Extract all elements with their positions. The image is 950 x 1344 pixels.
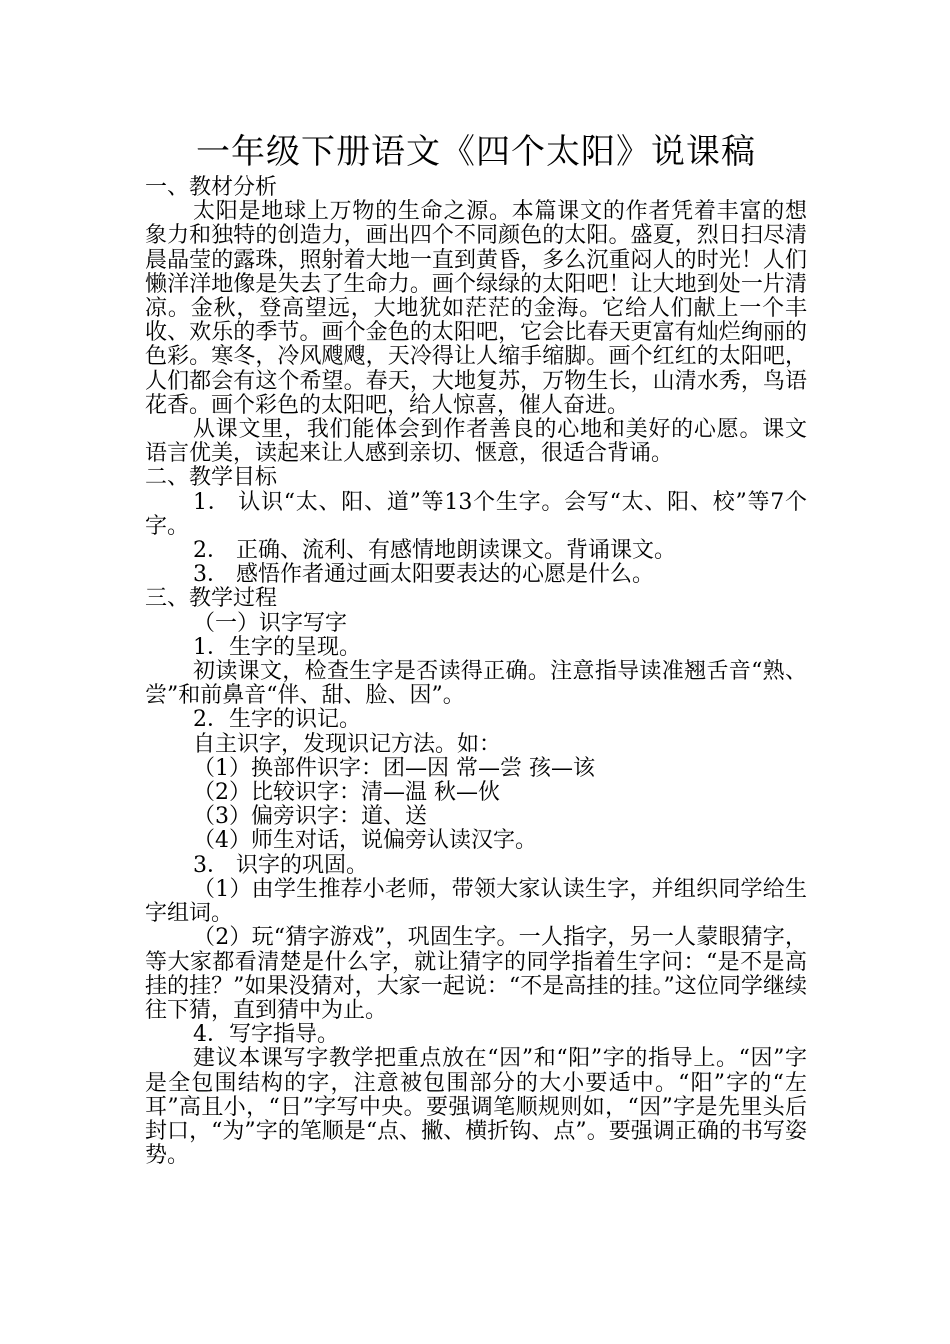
document-page <box>145 130 807 1168</box>
teaching-goal-2: 2． 正确、流利、有感情地朗读课文。背诵课文。 <box>193 538 676 564</box>
consolidation-1: （1）由学生推荐小老师，带领大家认读生字，并组织同学给生字组词。 <box>145 876 807 927</box>
method-2: （2）比较识字：清—温 秋—伙 <box>193 780 500 806</box>
method-4: （4）师生对话，说偏旁认读汉字。 <box>193 828 537 854</box>
method-1: （1）换部件识字：团—因 常—尝 孩—该 <box>193 755 595 781</box>
subsection-literacy-writing: （一）识字写字 <box>193 610 348 636</box>
step-1-text: 初读课文，检查生字是否读得正确。注意指导读准翘舌音“熟、尝”和前鼻音“伴、甜、脸、因”。 <box>145 659 807 709</box>
section-heading-teaching-goals: 二、教学目标 <box>145 465 278 491</box>
step-4-text: 建议本课写字教学把重点放在“因”和“阳”字的指导上。“因”字是全包围结构的字，注意被包围部分的大小要适中。“阳”字的“左耳”高且小，“日”字写中央。要强调笔顺规则如，“因”字是先里头后封口，“为”字的笔顺是“点、撇、横折钩、点”。要强调正确的书写姿势。 <box>145 1046 807 1169</box>
step-1-heading: 1．生字的呈现。 <box>193 634 361 660</box>
step-2-heading: 2．生字的识记。 <box>193 707 361 733</box>
paragraph-textbook-analysis-1: 太阳是地球上万物的生命之源。本篇课文的作者凭着丰富的想象力和独特的创造力，画出四个不同颜色的太阳。盛夏，烈日扫尽清晨晶莹的露珠，照射着大地一直到黄昏，多么沉重闷人的时光！人们懒洋洋地像是失去了生命力。画个绿绿的太阳吧！让大地到处一片清凉。金秋，登高望远，大地犹如茫茫的金海。它给人们献上一个丰收、欢乐的季节。画个金色的太阳吧，它会比春天更富有灿烂绚丽的色彩。寒冬，冷风飕飕，天冷得让人缩手缩脚。画个红红的太阳吧，人们都会有这个希望。春天，大地复苏，万物生长，山清水秀，鸟语花香。画个彩色的太阳吧，给人惊喜，催人奋进。 <box>145 199 807 418</box>
method-3: （3）偏旁识字：道、送 <box>193 804 427 830</box>
step-2-text: 自主识字，发现识记方法。如： <box>193 731 502 757</box>
paragraph-textbook-analysis-2: 从课文里，我们能体会到作者善良的心地和美好的心愿。课文语言优美，读起来让人感到亲切、惬意，很适合背诵。 <box>145 417 807 467</box>
section-heading-teaching-process: 三、教学过程 <box>145 586 278 612</box>
document-title: 一年级下册语文《四个太阳》说课稿 <box>196 132 756 172</box>
teaching-goal-1: 1． 认识“太、阳、道”等13个生字。会写“太、阳、校”等7个字。 <box>145 489 807 539</box>
step-4-heading: 4．写字指导。 <box>193 1022 339 1048</box>
step-3-heading: 3． 识字的巩固。 <box>193 852 368 878</box>
teaching-goal-3: 3． 感悟作者通过画太阳要表达的心愿是什么。 <box>193 562 654 588</box>
consolidation-2: （2）玩“猜字游戏”，巩固生字。一人指字，另一人蒙眼猜字，等大家都看清楚是什么字，就让猜字的同学指着生字问：“是不是高挂的挂？”如果没猜对，大家一起说：“不是高挂的挂。”这位同学继续往下猜，直到猜中为止。 <box>145 925 807 1023</box>
section-heading-textbook-analysis: 一、教材分析 <box>145 175 278 200</box>
